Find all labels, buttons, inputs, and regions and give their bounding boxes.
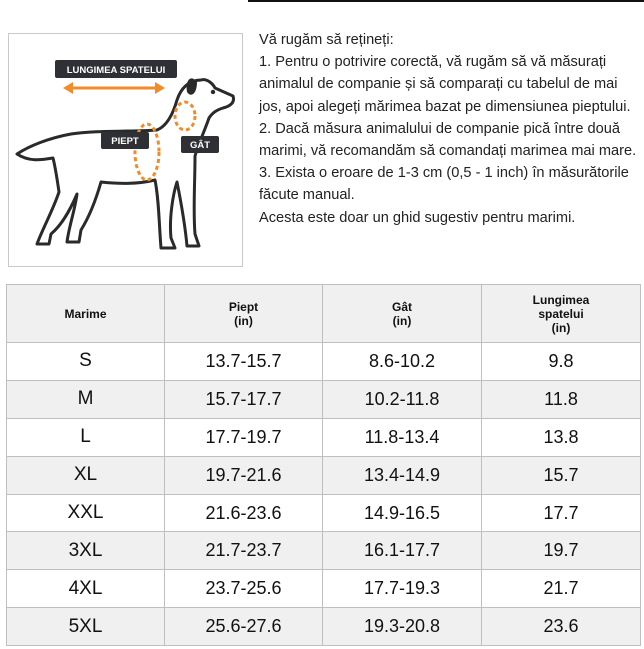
cell-chest: 21.7-23.7 bbox=[165, 532, 323, 570]
table-row bbox=[7, 532, 641, 570]
header-size: Marime bbox=[7, 285, 165, 343]
table-row bbox=[7, 456, 641, 494]
cell-size: L bbox=[7, 418, 165, 456]
cell-neck: 11.8-13.4 bbox=[323, 418, 482, 456]
cell-neck: 19.3-20.8 bbox=[323, 608, 482, 646]
cell-neck: 14.9-16.5 bbox=[323, 494, 482, 532]
table-row bbox=[7, 570, 641, 608]
table-row bbox=[7, 608, 641, 646]
size-chart-table bbox=[6, 284, 641, 646]
cell-neck: 13.4-14.9 bbox=[323, 456, 482, 494]
dog-measurement-illustration bbox=[8, 33, 243, 267]
cell-back: 23.6 bbox=[482, 608, 641, 646]
header-neck: Gât (in) bbox=[323, 285, 482, 343]
cell-back: 21.7 bbox=[482, 570, 641, 608]
cell-back: 19.7 bbox=[482, 532, 641, 570]
cell-size: XXL bbox=[7, 494, 165, 532]
cell-neck: 8.6-10.2 bbox=[323, 343, 482, 381]
cell-chest: 23.7-25.6 bbox=[165, 570, 323, 608]
dog-diagram bbox=[9, 34, 242, 266]
cell-back: 15.7 bbox=[482, 456, 641, 494]
cell-size: S bbox=[7, 343, 165, 381]
label-chest: PIEPT bbox=[111, 136, 139, 147]
header-chest: Piept (in) bbox=[165, 285, 323, 343]
cell-back: 11.8 bbox=[482, 380, 641, 418]
cell-chest: 13.7-15.7 bbox=[165, 343, 323, 381]
note-3: 3. Exista o eroare de 1-3 cm (0,5 - 1 inch) în măsurătorile făcute manual. bbox=[259, 165, 629, 204]
table-row bbox=[7, 380, 641, 418]
measurement-notes bbox=[259, 29, 641, 229]
note-4: Acesta este doar un ghid sugestiv pentru marimi. bbox=[259, 209, 576, 226]
header-back-length: Lungimea spatelui (in) bbox=[482, 285, 641, 343]
neck-measure-icon bbox=[175, 102, 195, 130]
cell-chest: 15.7-17.7 bbox=[165, 380, 323, 418]
label-back-length: LUNGIMEA SPATELUI bbox=[66, 65, 166, 76]
cell-size: 5XL bbox=[7, 608, 165, 646]
cell-neck: 10.2-11.8 bbox=[323, 380, 482, 418]
table-row bbox=[7, 494, 641, 532]
top-rule bbox=[248, 0, 644, 2]
notes-heading: Vă rugăm să rețineți: bbox=[259, 32, 394, 48]
table-row bbox=[7, 343, 641, 381]
back-length-arrow-icon bbox=[63, 82, 165, 94]
cell-size: M bbox=[7, 380, 165, 418]
note-2: 2. Dacă măsura animalului de companie pică între două marimi, vă recomandăm să comandați marimea mai mare. bbox=[259, 120, 637, 160]
cell-neck: 17.7-19.3 bbox=[323, 570, 482, 608]
cell-chest: 25.6-27.6 bbox=[165, 608, 323, 646]
table-row bbox=[7, 418, 641, 456]
cell-chest: 21.6-23.6 bbox=[165, 494, 323, 532]
cell-size: XL bbox=[7, 456, 165, 494]
cell-neck: 16.1-17.7 bbox=[323, 532, 482, 570]
cell-size: 3XL bbox=[7, 532, 165, 570]
cell-size: 4XL bbox=[7, 570, 165, 608]
dog-outline-icon bbox=[17, 80, 234, 248]
cell-back: 17.7 bbox=[482, 494, 641, 532]
cell-chest: 19.7-21.6 bbox=[165, 456, 323, 494]
cell-back: 9.8 bbox=[482, 343, 641, 381]
label-neck: GÂT bbox=[189, 140, 211, 151]
table-header-row bbox=[7, 285, 641, 343]
note-1: 1. Pentru o potrivire corectă, vă rugăm să vă măsurați animalul de companie și să comparați cu tabelul de mai jos, apoi alegeți mărimea bazat pe dimensiunea pieptului. bbox=[259, 54, 631, 115]
cell-back: 13.8 bbox=[482, 418, 641, 456]
cell-chest: 17.7-19.7 bbox=[165, 418, 323, 456]
